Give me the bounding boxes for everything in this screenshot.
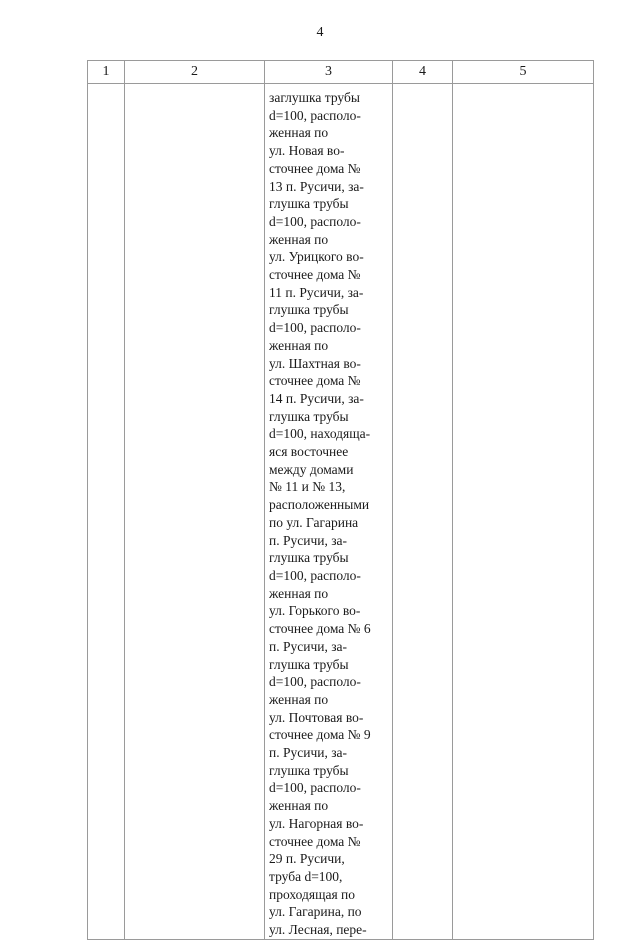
column-header-2: 2: [125, 61, 265, 84]
text-line: заглушка трубы: [269, 90, 360, 105]
text-line: яся восточнее: [269, 444, 349, 460]
table-header-row: [88, 61, 594, 84]
text-line: глушка трубы: [269, 762, 349, 778]
text-line: глушка трубы: [269, 656, 349, 672]
column-header-4: 4: [393, 61, 453, 84]
cell-col-3-text: [265, 84, 392, 939]
text-line: ул. Новая во-: [269, 143, 345, 159]
text-line: d=100, располо-: [269, 674, 361, 690]
text-line: сточнее дома №: [269, 833, 361, 849]
text-line: между домами: [269, 461, 354, 477]
text-line: 11 п. Русичи, за-: [269, 284, 364, 300]
text-line: женная по: [269, 585, 329, 601]
text-line: 14 п. Русичи, за-: [269, 390, 364, 406]
text-line: сточнее дома № 6: [269, 621, 371, 637]
text-line: п. Русичи, за-: [269, 745, 348, 761]
text-line: d=100, располо-: [269, 567, 361, 583]
text-line: d=100, находяща-: [269, 426, 371, 442]
text-line: № 11 и № 13,: [269, 479, 346, 495]
text-line: ул. Лесная, пере-: [269, 922, 367, 938]
text-line: женная по: [269, 337, 329, 353]
text-line: п. Русичи, за-: [269, 532, 348, 548]
text-line: сточнее дома №: [269, 160, 361, 176]
text-line: d=100, располо-: [269, 107, 361, 123]
text-line: по ул. Гагарина: [269, 514, 359, 530]
text-line: женная по: [269, 231, 329, 247]
text-line: ул. Горького во-: [269, 603, 361, 619]
cell-col-1: [88, 84, 125, 940]
table-row: [88, 84, 594, 940]
text-line: женная по: [269, 125, 329, 141]
text-line: ул. Почтовая во-: [269, 709, 364, 725]
text-line: проходящая по: [269, 886, 356, 902]
text-line: глушка трубы: [269, 550, 349, 566]
text-line: 29 п. Русичи,: [269, 851, 345, 867]
text-line: п. Русичи, за-: [269, 638, 348, 654]
column-header-1: 1: [88, 61, 125, 84]
text-line: женная по: [269, 691, 329, 707]
text-line: ул. Гагарина, по: [269, 904, 362, 920]
cell-col-2: [125, 84, 265, 940]
text-line: d=100, располо-: [269, 780, 361, 796]
text-line: глушка трубы: [269, 302, 349, 318]
text-line: ул. Нагорная во-: [269, 815, 364, 831]
text-line: глушка трубы: [269, 408, 349, 424]
column-header-3: 3: [265, 61, 393, 84]
cell-col-3: [265, 84, 393, 940]
text-line: сточнее дома №: [269, 267, 361, 283]
text-line: женная по: [269, 798, 329, 814]
text-line: ул. Шахтная во-: [269, 355, 361, 371]
cell-col-4: [393, 84, 453, 940]
text-line: d=100, располо-: [269, 213, 361, 229]
column-header-5: 5: [453, 61, 594, 84]
text-line: ул. Урицкого во-: [269, 249, 364, 265]
document-table: [87, 60, 594, 940]
text-line: расположенными: [269, 497, 370, 513]
text-line: глушка трубы: [269, 196, 349, 212]
text-line: 13 п. Русичи, за-: [269, 178, 364, 194]
text-line: труба d=100,: [269, 868, 343, 884]
page-number: 4: [316, 25, 324, 40]
text-line: сточнее дома № 9: [269, 727, 371, 743]
text-line: d=100, располо-: [269, 320, 361, 336]
cell-col-5: [453, 84, 594, 940]
text-line: сточнее дома №: [269, 373, 361, 389]
